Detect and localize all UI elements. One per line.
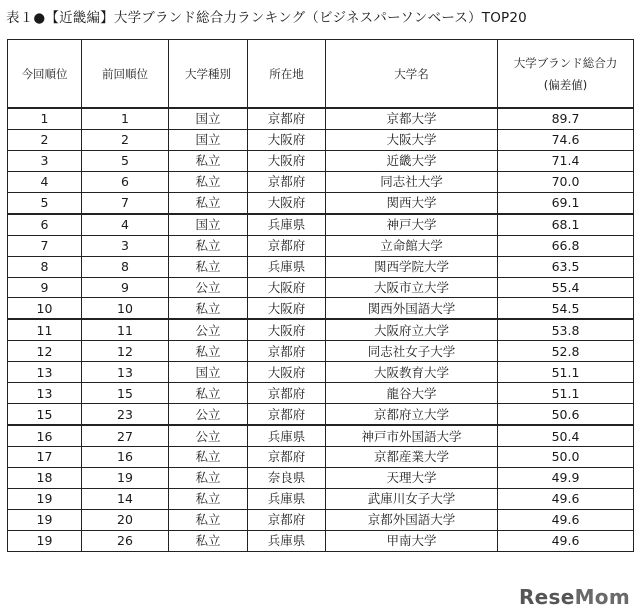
location-cell: 大阪府 bbox=[248, 277, 326, 298]
university-name-cell: 立命館大学 bbox=[326, 235, 498, 256]
table-row bbox=[8, 256, 634, 277]
university-name-cell: 近畿大学 bbox=[326, 150, 498, 171]
university-type-cell: 公立 bbox=[169, 425, 248, 446]
university-type-cell: 国立 bbox=[169, 108, 248, 129]
current-rank-cell: 11 bbox=[8, 319, 82, 340]
university-name-cell: 甲南大学 bbox=[326, 530, 498, 551]
university-type-cell: 公立 bbox=[169, 277, 248, 298]
university-name-cell: 天理大学 bbox=[326, 467, 498, 488]
location-cell: 京都府 bbox=[248, 108, 326, 129]
university-name-cell: 京都大学 bbox=[326, 108, 498, 129]
previous-rank-cell: 5 bbox=[82, 150, 169, 171]
current-rank-cell: 12 bbox=[8, 341, 82, 362]
table-row bbox=[8, 530, 634, 551]
university-name-cell: 京都府立大学 bbox=[326, 404, 498, 425]
university-name-cell: 関西大学 bbox=[326, 192, 498, 213]
previous-rank-cell: 8 bbox=[82, 256, 169, 277]
previous-rank-cell: 11 bbox=[82, 319, 169, 340]
location-cell: 兵庫県 bbox=[248, 256, 326, 277]
header-brand-score-line1: 大学ブランド総合力 bbox=[513, 55, 618, 70]
brand-score-cell: 50.0 bbox=[498, 447, 634, 468]
table-title: 表１●【近畿編】大学ブランド総合力ランキング（ビジネスパーソンベース）TOP20 bbox=[6, 10, 527, 26]
university-type-cell: 国立 bbox=[169, 129, 248, 150]
brand-score-cell: 49.6 bbox=[498, 509, 634, 530]
table-row bbox=[8, 467, 634, 488]
current-rank-cell: 2 bbox=[8, 129, 82, 150]
header-previous-rank: 前回順位 bbox=[82, 40, 169, 109]
university-name-cell: 大阪府立大学 bbox=[326, 319, 498, 340]
university-type-cell: 私立 bbox=[169, 488, 248, 509]
brand-score-cell: 52.8 bbox=[498, 341, 634, 362]
brand-score-cell: 49.6 bbox=[498, 488, 634, 509]
header-university-name: 大学名 bbox=[326, 40, 498, 109]
table-row bbox=[8, 129, 634, 150]
location-cell: 兵庫県 bbox=[248, 530, 326, 551]
table-row bbox=[8, 341, 634, 362]
table-body bbox=[8, 108, 634, 551]
university-type-cell: 国立 bbox=[169, 214, 248, 235]
university-type-cell: 公立 bbox=[169, 404, 248, 425]
previous-rank-cell: 7 bbox=[82, 192, 169, 213]
university-name-cell: 同志社女子大学 bbox=[326, 341, 498, 362]
table-row bbox=[8, 509, 634, 530]
location-cell: 兵庫県 bbox=[248, 214, 326, 235]
university-name-cell: 大阪教育大学 bbox=[326, 362, 498, 383]
header-university-type: 大学種別 bbox=[169, 40, 248, 109]
current-rank-cell: 4 bbox=[8, 171, 82, 192]
brand-score-cell: 50.6 bbox=[498, 404, 634, 425]
university-name-cell: 龍谷大学 bbox=[326, 383, 498, 404]
table-row bbox=[8, 298, 634, 319]
university-type-cell: 公立 bbox=[169, 319, 248, 340]
previous-rank-cell: 15 bbox=[82, 383, 169, 404]
location-cell: 京都府 bbox=[248, 404, 326, 425]
previous-rank-cell: 1 bbox=[82, 108, 169, 129]
brand-score-cell: 89.7 bbox=[498, 108, 634, 129]
university-name-cell: 関西学院大学 bbox=[326, 256, 498, 277]
university-name-cell: 大阪大学 bbox=[326, 129, 498, 150]
university-type-cell: 私立 bbox=[169, 341, 248, 362]
university-name-cell: 神戸大学 bbox=[326, 214, 498, 235]
table-row bbox=[8, 108, 634, 129]
university-type-cell: 私立 bbox=[169, 509, 248, 530]
location-cell: 大阪府 bbox=[248, 192, 326, 213]
university-name-cell: 京都産業大学 bbox=[326, 447, 498, 468]
university-name-cell: 関西外国語大学 bbox=[326, 298, 498, 319]
university-type-cell: 私立 bbox=[169, 383, 248, 404]
previous-rank-cell: 19 bbox=[82, 467, 169, 488]
previous-rank-cell: 6 bbox=[82, 171, 169, 192]
university-type-cell: 私立 bbox=[169, 150, 248, 171]
table-header-row bbox=[8, 40, 634, 109]
location-cell: 京都府 bbox=[248, 447, 326, 468]
university-type-cell: 私立 bbox=[169, 467, 248, 488]
table-row bbox=[8, 404, 634, 425]
current-rank-cell: 13 bbox=[8, 362, 82, 383]
university-type-cell: 私立 bbox=[169, 192, 248, 213]
university-type-cell: 私立 bbox=[169, 171, 248, 192]
location-cell: 大阪府 bbox=[248, 129, 326, 150]
brand-score-cell: 50.4 bbox=[498, 425, 634, 446]
brand-score-cell: 53.8 bbox=[498, 319, 634, 340]
previous-rank-cell: 4 bbox=[82, 214, 169, 235]
brand-score-cell: 70.0 bbox=[498, 171, 634, 192]
university-type-cell: 私立 bbox=[169, 298, 248, 319]
resemom-watermark-logo: ReseMom bbox=[518, 585, 630, 609]
previous-rank-cell: 16 bbox=[82, 447, 169, 468]
brand-score-cell: 55.4 bbox=[498, 277, 634, 298]
current-rank-cell: 10 bbox=[8, 298, 82, 319]
location-cell: 京都府 bbox=[248, 235, 326, 256]
table-row bbox=[8, 362, 634, 383]
university-type-cell: 私立 bbox=[169, 256, 248, 277]
university-type-cell: 私立 bbox=[169, 530, 248, 551]
brand-score-cell: 74.6 bbox=[498, 129, 634, 150]
current-rank-cell: 18 bbox=[8, 467, 82, 488]
current-rank-cell: 7 bbox=[8, 235, 82, 256]
current-rank-cell: 19 bbox=[8, 530, 82, 551]
previous-rank-cell: 14 bbox=[82, 488, 169, 509]
current-rank-cell: 19 bbox=[8, 509, 82, 530]
table-row bbox=[8, 214, 634, 235]
location-cell: 兵庫県 bbox=[248, 425, 326, 446]
brand-score-cell: 49.6 bbox=[498, 530, 634, 551]
brand-score-cell: 51.1 bbox=[498, 383, 634, 404]
table-row bbox=[8, 277, 634, 298]
previous-rank-cell: 2 bbox=[82, 129, 169, 150]
location-cell: 大阪府 bbox=[248, 150, 326, 171]
location-cell: 大阪府 bbox=[248, 298, 326, 319]
current-rank-cell: 1 bbox=[8, 108, 82, 129]
brand-score-cell: 69.1 bbox=[498, 192, 634, 213]
previous-rank-cell: 27 bbox=[82, 425, 169, 446]
previous-rank-cell: 26 bbox=[82, 530, 169, 551]
brand-score-cell: 54.5 bbox=[498, 298, 634, 319]
location-cell: 京都府 bbox=[248, 171, 326, 192]
university-type-cell: 私立 bbox=[169, 235, 248, 256]
table-row bbox=[8, 425, 634, 446]
university-name-cell: 同志社大学 bbox=[326, 171, 498, 192]
header-brand-score bbox=[498, 40, 634, 109]
university-name-cell: 大阪市立大学 bbox=[326, 277, 498, 298]
table-row bbox=[8, 447, 634, 468]
header-brand-score-line2: (偏差値) bbox=[543, 77, 588, 92]
current-rank-cell: 15 bbox=[8, 404, 82, 425]
header-location: 所在地 bbox=[248, 40, 326, 109]
brand-score-cell: 63.5 bbox=[498, 256, 634, 277]
table-row bbox=[8, 383, 634, 404]
current-rank-cell: 9 bbox=[8, 277, 82, 298]
previous-rank-cell: 10 bbox=[82, 298, 169, 319]
location-cell: 京都府 bbox=[248, 341, 326, 362]
location-cell: 奈良県 bbox=[248, 467, 326, 488]
brand-score-cell: 68.1 bbox=[498, 214, 634, 235]
location-cell: 大阪府 bbox=[248, 362, 326, 383]
previous-rank-cell: 3 bbox=[82, 235, 169, 256]
table-row bbox=[8, 488, 634, 509]
current-rank-cell: 13 bbox=[8, 383, 82, 404]
current-rank-cell: 19 bbox=[8, 488, 82, 509]
ranking-table bbox=[7, 39, 634, 552]
brand-score-cell: 71.4 bbox=[498, 150, 634, 171]
location-cell: 大阪府 bbox=[248, 319, 326, 340]
university-name-cell: 武庫川女子大学 bbox=[326, 488, 498, 509]
previous-rank-cell: 9 bbox=[82, 277, 169, 298]
current-rank-cell: 6 bbox=[8, 214, 82, 235]
brand-score-cell: 51.1 bbox=[498, 362, 634, 383]
university-type-cell: 国立 bbox=[169, 362, 248, 383]
location-cell: 京都府 bbox=[248, 383, 326, 404]
brand-score-cell: 66.8 bbox=[498, 235, 634, 256]
location-cell: 兵庫県 bbox=[248, 488, 326, 509]
header-current-rank: 今回順位 bbox=[8, 40, 82, 109]
previous-rank-cell: 23 bbox=[82, 404, 169, 425]
university-name-cell: 神戸市外国語大学 bbox=[326, 425, 498, 446]
current-rank-cell: 3 bbox=[8, 150, 82, 171]
previous-rank-cell: 12 bbox=[82, 341, 169, 362]
brand-score-cell: 49.9 bbox=[498, 467, 634, 488]
university-name-cell: 京都外国語大学 bbox=[326, 509, 498, 530]
table-row bbox=[8, 192, 634, 213]
table-row bbox=[8, 319, 634, 340]
table-row bbox=[8, 171, 634, 192]
table-row bbox=[8, 150, 634, 171]
current-rank-cell: 5 bbox=[8, 192, 82, 213]
previous-rank-cell: 20 bbox=[82, 509, 169, 530]
table-row bbox=[8, 235, 634, 256]
location-cell: 京都府 bbox=[248, 509, 326, 530]
previous-rank-cell: 13 bbox=[82, 362, 169, 383]
current-rank-cell: 8 bbox=[8, 256, 82, 277]
current-rank-cell: 17 bbox=[8, 447, 82, 468]
university-type-cell: 私立 bbox=[169, 447, 248, 468]
current-rank-cell: 16 bbox=[8, 425, 82, 446]
